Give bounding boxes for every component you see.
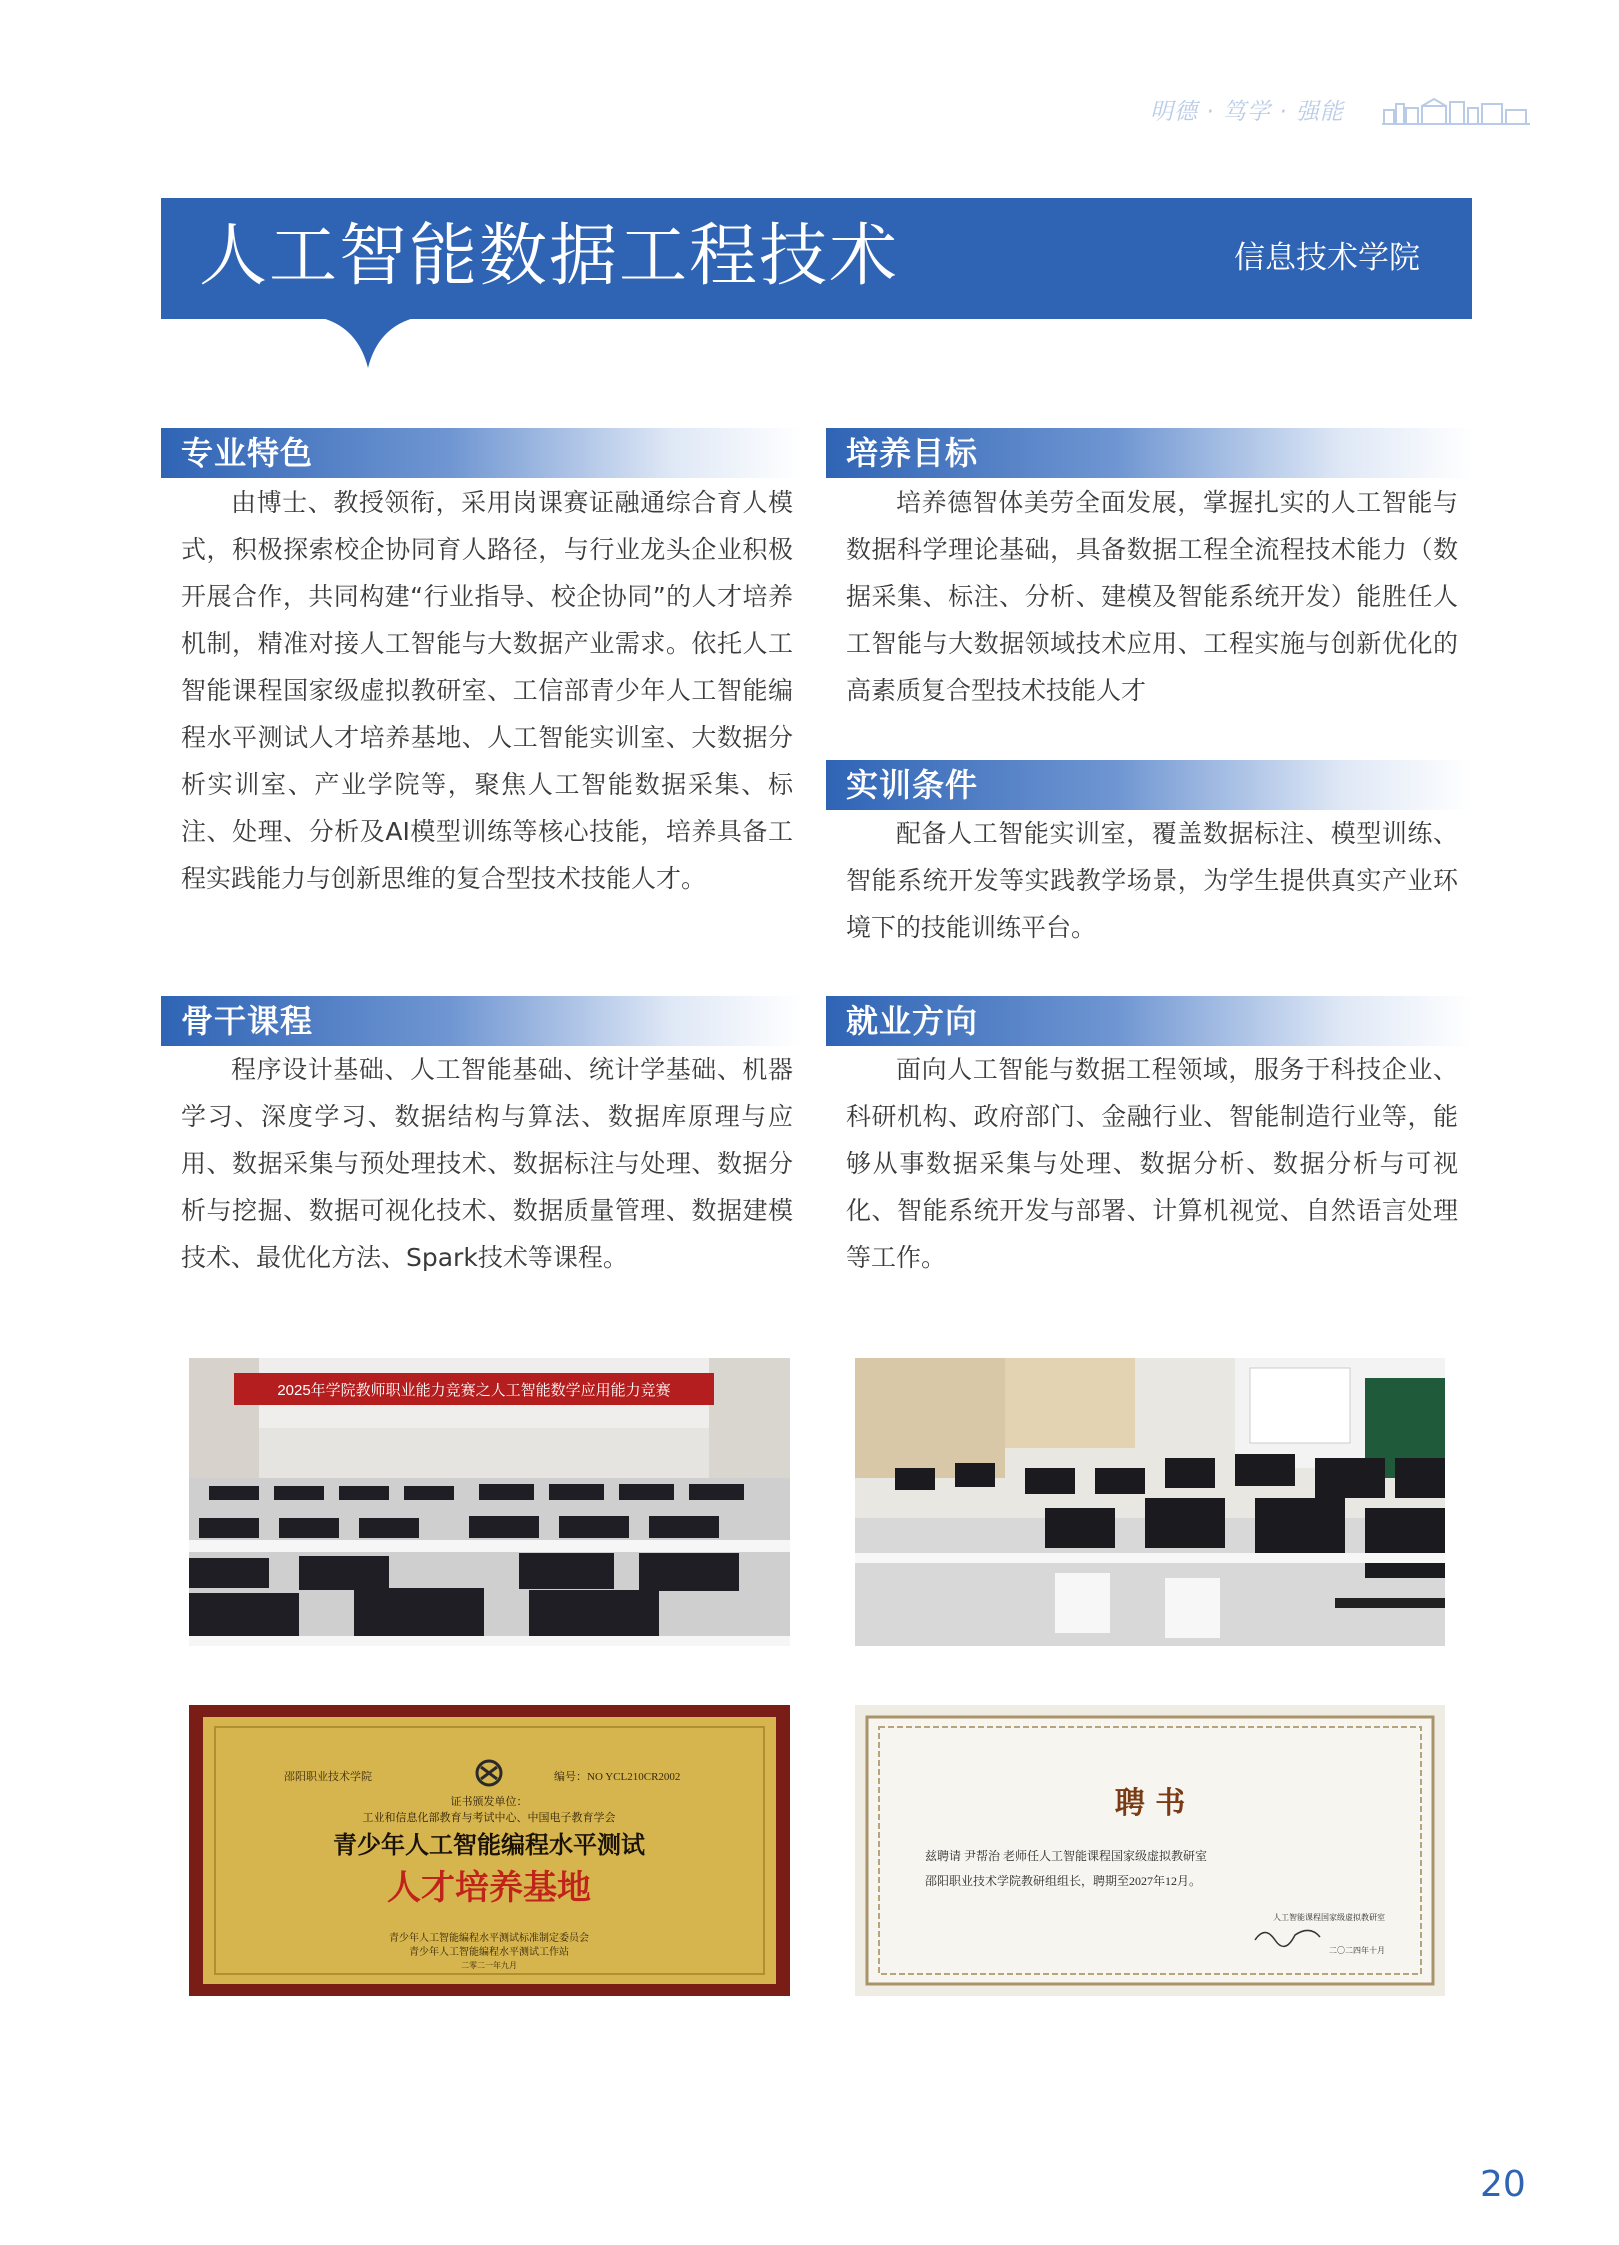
lab-photo-classroom bbox=[855, 1358, 1445, 1646]
plaque-photo bbox=[189, 1705, 790, 1996]
section-body-courses: 程序设计基础、人工智能基础、统计学基础、机器学习、深度学习、数据结构与算法、数据库原理与应用、数据采集与预处理技术、数据标注与处理、数据分析与挖掘、数据可视化技术、数据质量管理、数据建模技术、最优化方法、Spark技术等课程。 bbox=[181, 1055, 793, 1272]
section-body-features: 由博士、教授领衔，采用岗课赛证融通综合育人模式，积极探索校企协同育人路径，与行业龙头企业积极开展合作，共同构建“行业指导、校企协同”的人才培养机制，精准对接人工智能与大数据产业需求。依托人工智能课程国家级虚拟教研室、工信部青少年人工智能编程水平测试人才培养基地、人工智能实训室、大数据分析实训室、产业学院等，聚焦人工智能数据采集、标注、处理、分析及AI模型训练等核心技能，培养具备工程实践能力与创新思维的复合型技术技能人才。 bbox=[181, 488, 793, 893]
section-heading-features bbox=[161, 428, 801, 478]
certificate-line-2: 邵阳职业技术学院教研组组长，聘期至2027年12月。 bbox=[925, 1874, 1202, 1888]
lab-photo-competition bbox=[189, 1358, 790, 1646]
plaque-footer-2: 青少年人工智能编程水平测试工作站 bbox=[409, 1947, 569, 1958]
college-name: 信息技术学院 bbox=[1234, 240, 1420, 276]
header-motto: 明德 · 笃学 · 强能 bbox=[1150, 99, 1344, 125]
section-body-training: 配备人工智能实训室，覆盖数据标注、模型训练、智能系统开发等实践教学场景，为学生提供真实产业环境下的技能训练平台。 bbox=[846, 819, 1458, 942]
certificate-photo bbox=[855, 1705, 1445, 1996]
page-title: 人工智能数据工程技术 bbox=[199, 217, 900, 296]
plaque-subtitle: 人才培养基地 bbox=[387, 1868, 591, 1908]
plaque-title: 青少年人工智能编程水平测试 bbox=[333, 1831, 645, 1859]
section-heading-goals bbox=[826, 428, 1472, 478]
certificate-issuer: 人工智能课程国家级虚拟教研室 bbox=[1273, 1913, 1385, 1922]
section-body-careers: 面向人工智能与数据工程领域，服务于科技企业、科研机构、政府部门、金融行业、智能制造行业等，能够从事数据采集与处理、数据分析、数据分析与可视化、智能系统开发与部署、计算机视觉、自然语言处理等工作。 bbox=[846, 1055, 1458, 1272]
page-number: 20 bbox=[1480, 2164, 1526, 2205]
lab-banner-text: 2025年学院教师职业能力竞赛之人工智能数学应用能力竞赛 bbox=[277, 1382, 671, 1399]
section-heading-label: 骨干课程 bbox=[181, 1002, 314, 1040]
plaque-school: 邵阳职业技术学院 bbox=[284, 1771, 372, 1783]
plaque-date: 二零二一年九月 bbox=[461, 1961, 517, 1970]
section-heading-label: 就业方向 bbox=[846, 1002, 979, 1040]
section-heading-careers bbox=[826, 996, 1472, 1046]
certificate-title: 聘 书 bbox=[1114, 1786, 1186, 1821]
banner-notch bbox=[322, 318, 414, 368]
campus-skyline-icon bbox=[1382, 96, 1530, 126]
plaque-issuer-label: 证书颁发单位： bbox=[450, 1796, 528, 1808]
section-heading-label: 专业特色 bbox=[181, 434, 314, 472]
section-body-goals: 培养德智体美劳全面发展，掌握扎实的人工智能与数据科学理论基础，具备数据工程全流程技术能力（数据采集、标注、分析、建模及智能系统开发）能胜任人工智能与大数据领域技术应用、工程实施与创新优化的高素质复合型技术技能人才 bbox=[846, 488, 1458, 705]
plaque-footer-1: 青少年人工智能编程水平测试标准制定委员会 bbox=[389, 1933, 589, 1944]
section-heading-courses bbox=[161, 996, 801, 1046]
section-heading-label: 培养目标 bbox=[846, 434, 979, 472]
section-heading-label: 实训条件 bbox=[846, 766, 979, 804]
plaque-serial: 编号：NO YCL210CR2002 bbox=[554, 1771, 681, 1783]
section-heading-training bbox=[826, 760, 1472, 810]
certificate-date: 二〇二四年十月 bbox=[1329, 1946, 1385, 1955]
title-banner bbox=[161, 198, 1472, 319]
plaque-issuers: 工业和信息化部教育与考试中心、中国电子教育学会 bbox=[362, 1812, 616, 1824]
certificate-line-1: 兹聘请 尹帮治 老师任人工智能课程国家级虚拟教研室 bbox=[925, 1849, 1208, 1863]
